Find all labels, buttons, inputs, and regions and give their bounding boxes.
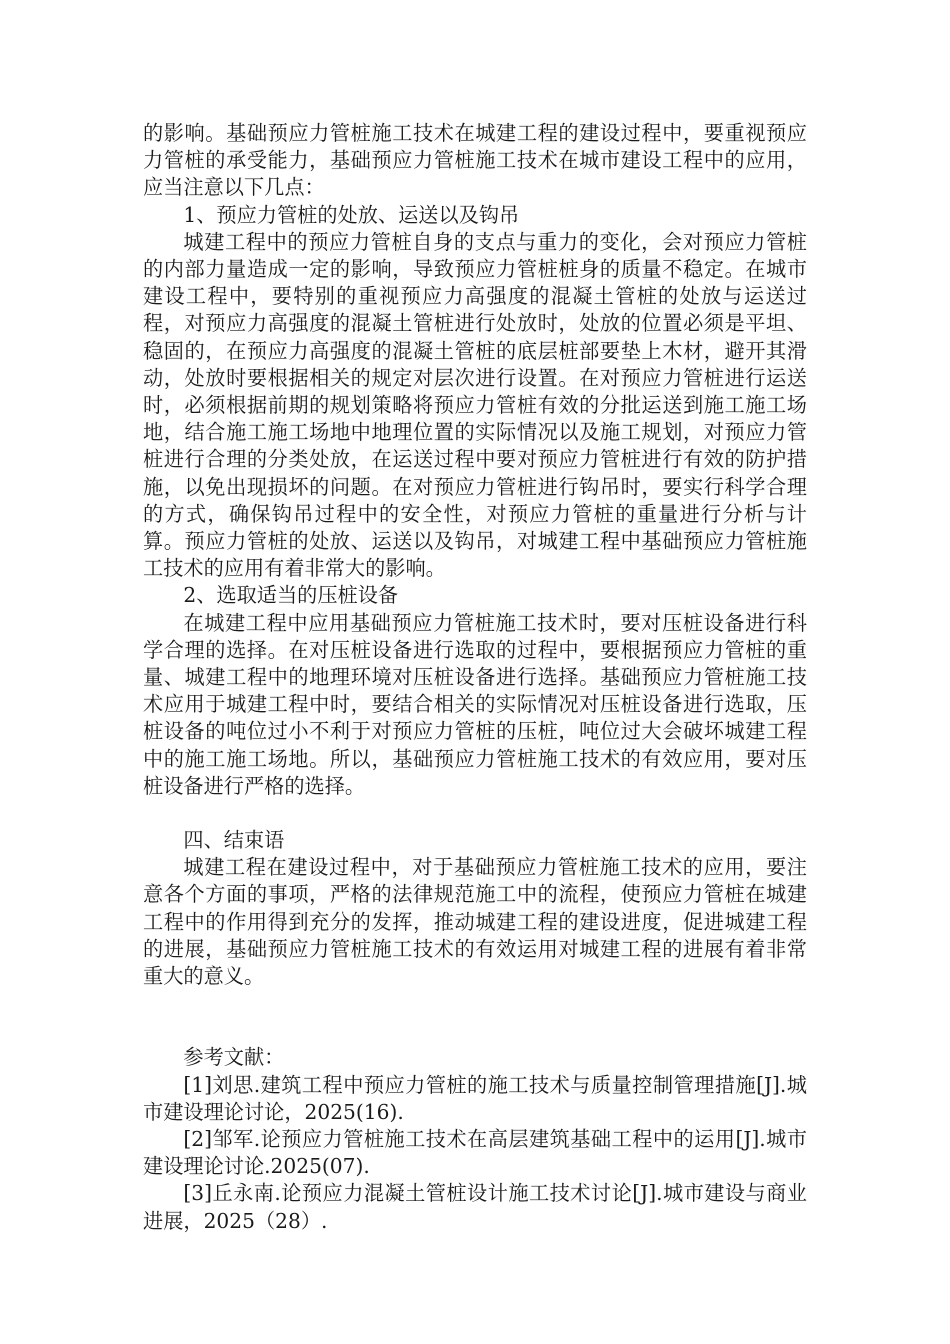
section-2-body: 在城建工程中应用基础预应力管桩施工技术时，要对压桩设备进行科学合理的选择。在对压桩设备进行选取的过程中，要根据预应力管桩的重量、城建工程中的地理环境对压桩设备进行选择。基础预应力管桩施工技术应用于城建工程中时，要结合相关的实际情况对压桩设备进行选取，压桩设备的吨位过小不利于对预应力管桩的压桩，吨位过大会破坏城建工程中的施工施工场地。所以，基础预应力管桩施工技术的有效应用，要对压桩设备进行严格的选择。 <box>143 610 807 798</box>
references-title: 参考文献： <box>183 1045 285 1070</box>
conclusion-heading: 四、结束语 <box>183 828 285 853</box>
spacer <box>143 800 807 827</box>
document-page <box>143 120 807 1235</box>
reference-item: [3]丘永南.论预应力混凝土管桩设计施工技术讨论[J].城市建设与商业进展，2025（28）. <box>143 1181 807 1233</box>
section-1-heading: 1、预应力管桩的处放、运送以及钩吊 <box>183 202 520 227</box>
intro-paragraph: 的影响。基础预应力管桩施工技术在城建工程的建设过程中，要重视预应力管桩的承受能力，基础预应力管桩施工技术在城市建设工程中的应用，应当注意以下几点： <box>143 121 807 200</box>
reference-item: [2]邹军.论预应力管桩施工技术在高层建筑基础工程中的运用[J].城市建设理论讨论.2025(07). <box>143 1126 807 1179</box>
conclusion-body: 城建工程在建设过程中，对于基础预应力管桩施工技术的应用，要注意各个方面的事项，严格的法律规范施工中的流程，使预应力管桩在城建工程中的作用得到充分的发挥，推动城建工程的建设进度，促进城建工程的进展，基础预应力管桩施工技术的有效运用对城建工程的进展有着非常重大的意义。 <box>143 855 807 989</box>
section-2-heading: 2、选取适当的压桩设备 <box>183 583 399 608</box>
reference-item: [1]刘思.建筑工程中预应力管桩的施工技术与质量控制管理措施[J].城市建设理论讨论，2025(16). <box>143 1072 807 1124</box>
spacer <box>143 990 807 1044</box>
section-1-body: 城建工程中的预应力管桩自身的支点与重力的变化，会对预应力管桩的内部力量造成一定的影响，导致预应力管桩桩身的质量不稳定。在城市建设工程中，要特别的重视预应力高强度的混凝土管桩的处放与运送过程，对预应力高强度的混凝土管桩进行处放时，处放的位置必须是平坦、稳固的，在预应力高强度的混凝土管桩的底层桩部要垫上木材，避开其滑动，处放时要根据相关的规定对层次进行设置。在对预应力管桩进行运送时，必须根据前期的规划策略将预应力管桩有效的分批运送到施工施工场地，结合施工施工场地中地理位置的实际情况以及施工规划，对预应力管桩进行合理的分类处放，在运送过程中要对预应力管桩进行有效的防护措施，以免出现损坏的问题。在对预应力管桩进行钩吊时，要实行科学合理的方式，确保钩吊过程中的安全性，对预应力管桩的重量进行分析与计算。预应力管桩的处放、运送以及钩吊，对城建工程中基础预应力管桩施工技术的应用有着非常大的影响。 <box>143 229 807 581</box>
